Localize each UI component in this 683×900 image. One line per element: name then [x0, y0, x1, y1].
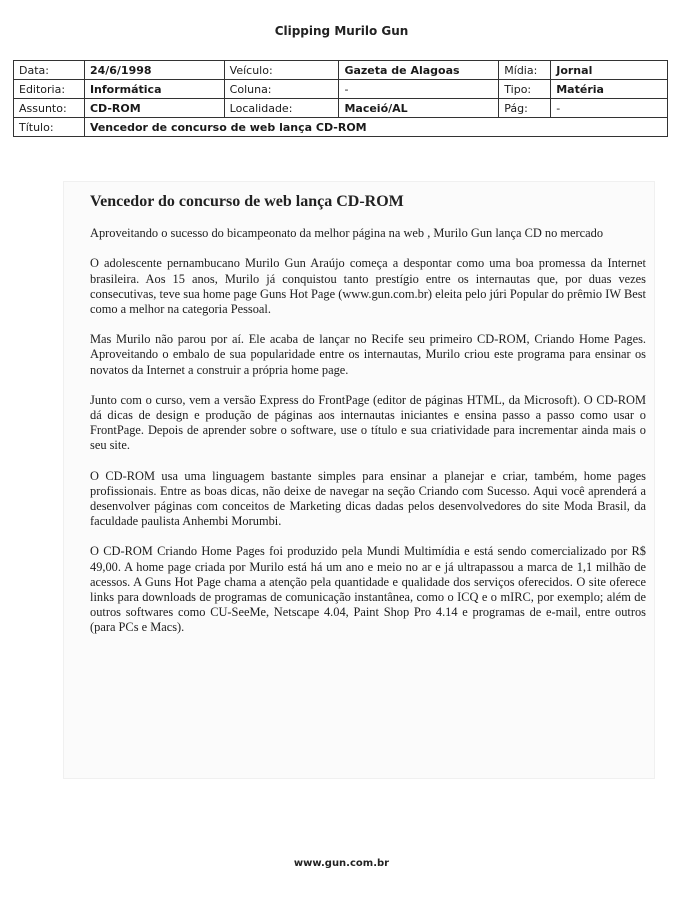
article-paragraph: O CD-ROM usa uma linguagem bastante simples para ensinar a planejar e criar, também, home pages profissionais. Entre as boas dicas, não deixe de navegar na seção Criando com Sucesso. Aqui você aprenderá a desenvolver páginas com conceitos de Marketing dicas dadas pelos desenvolvedores do site Moda Brasil, da faculdade paulista Anhembi Morumbi. [90, 468, 646, 529]
metadata-row [14, 118, 668, 137]
article-paragraph: Aproveitando o sucesso do bicampeonato da melhor página na web , Murilo Gun lança CD no mercado [90, 226, 604, 241]
assunto-label: Assunto: [14, 99, 85, 118]
page-title: Clipping Murilo Gun [274, 24, 409, 38]
metadata-row [14, 80, 668, 99]
article-paragraph: Junto com o curso, vem a versão Express do FrontPage (editor de páginas HTML, da Microsoft). O CD-ROM dá dicas de design e produção de páginas aos internautas iniciantes e ensina passo a passo como usar o FrontPage. Depois de aprender sobre o software, use o título e sua criatividade para incrementar ainda mais o seu site. [90, 392, 646, 453]
article-paragraph: O adolescente pernambucano Murilo Gun Araújo começa a despontar como uma boa promessa da Internet brasileira. Aos 15 anos, Murilo já conquistou tanto prestígio entre os internautas que, por duas vezes consecutivas, teve sua home page Guns Hot Page (www.gun.com.br) eleita pelo júri Popular do prêmio IW Best como a melhor na categoria Pessoal. [90, 256, 646, 317]
tipo-label: Tipo: [499, 80, 551, 99]
titulo-label: Título: [14, 118, 85, 137]
data-label: Data: [14, 61, 85, 80]
veiculo-label: Veículo: [224, 61, 339, 80]
article-headline: Vencedor do concurso de web lança CD-ROM [90, 193, 404, 210]
pag-value: - [551, 99, 668, 118]
assunto-value: CD-ROM [84, 99, 224, 118]
clipping-metadata-table [13, 60, 668, 137]
editoria-value: Informática [84, 80, 224, 99]
veiculo-value: Gazeta de Alagoas [339, 61, 499, 80]
metadata-row [14, 99, 668, 118]
data-value: 24/6/1998 [84, 61, 224, 80]
article-body [90, 194, 646, 651]
localidade-value: Maceió/AL [339, 99, 499, 118]
midia-label: Mídia: [499, 61, 551, 80]
metadata-row [14, 61, 668, 80]
footer-website-url: www.gun.com.br [293, 858, 390, 869]
localidade-label: Localidade: [224, 99, 339, 118]
tipo-value: Matéria [551, 80, 668, 99]
pag-label: Pág: [499, 99, 551, 118]
coluna-label: Coluna: [224, 80, 339, 99]
editoria-label: Editoria: [14, 80, 85, 99]
titulo-value: Vencedor de concurso de web lança CD-ROM [84, 118, 667, 137]
newspaper-clipping [64, 182, 654, 778]
coluna-value: - [339, 80, 499, 99]
article-paragraph: O CD-ROM Criando Home Pages foi produzido pela Mundi Multimídia e está sendo comercializado por R$ 49,00. A home page criada por Murilo está há um ano e meio no ar e já ultrapassou a marca de 1,1 milhão de acessos. A Guns Hot Page chama a atenção pela quantidade e qualidade dos serviços oferecidos. O site oferece links para downloads de programas de comunicação instantânea, como o ICQ e o mIRC, por exemplo; além de outros softwares como CU-SeeMe, Netscape 4.04, Paint Shop Pro 4.14 e programas de e-mail, entre outros (para PCs e Macs). [90, 544, 646, 635]
midia-value: Jornal [551, 61, 668, 80]
article-paragraph: Mas Murilo não parou por aí. Ele acaba de lançar no Recife seu primeiro CD-ROM, Criando Home Pages. Aproveitando o embalo de sua popularidade entre os internautas, Murilo criou este programa para ensinar os novatos da Internet a construir a própria home page. [90, 332, 646, 377]
